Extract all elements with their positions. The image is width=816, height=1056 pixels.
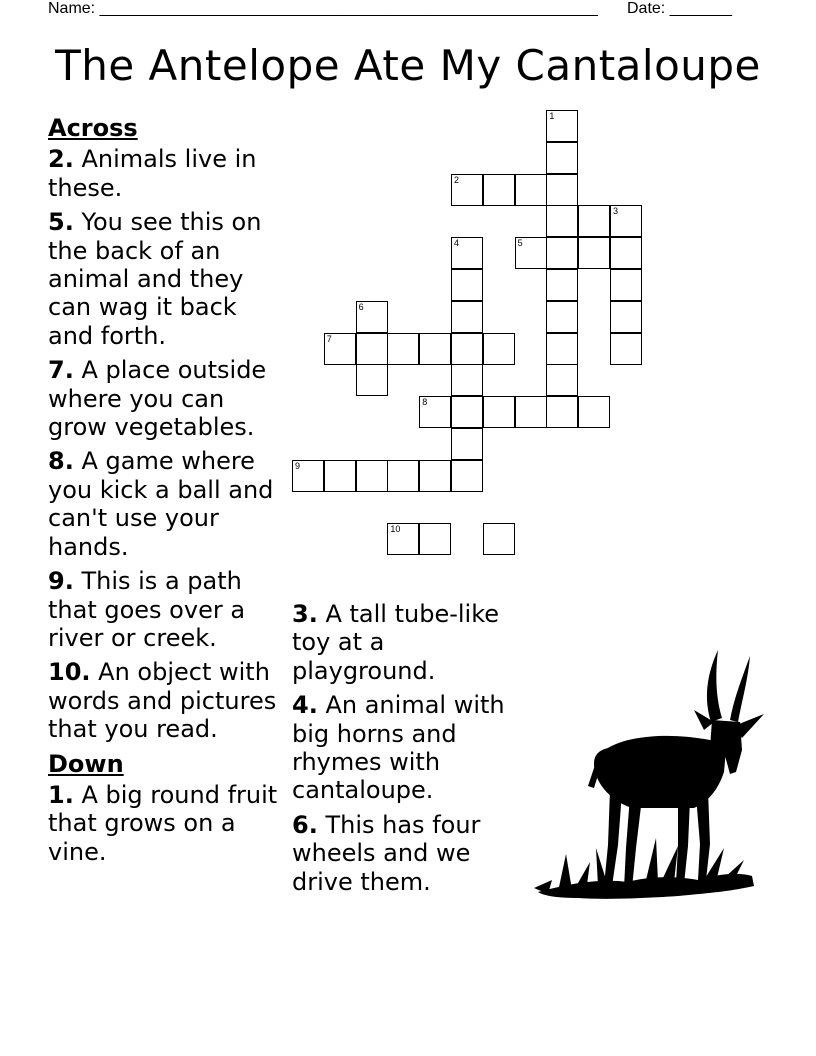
grid-cell[interactable] bbox=[578, 205, 610, 237]
clue-number: 9. bbox=[48, 567, 74, 596]
grid-cell[interactable] bbox=[546, 269, 578, 301]
grid-cell-9[interactable] bbox=[292, 460, 324, 492]
clue-column-right bbox=[292, 600, 528, 902]
clue-across-8 bbox=[48, 447, 284, 561]
grid-cell[interactable] bbox=[419, 523, 451, 555]
grid-cell-6[interactable] bbox=[356, 301, 388, 333]
grid-cell-2[interactable] bbox=[451, 174, 483, 206]
clue-across-5 bbox=[48, 208, 284, 350]
clue-text: You see this on the back of an animal and they can wag it back and forth. bbox=[48, 208, 262, 350]
grid-cell[interactable] bbox=[451, 428, 483, 460]
grid-cell[interactable] bbox=[546, 237, 578, 269]
grid-cell[interactable] bbox=[578, 237, 610, 269]
grid-cell[interactable] bbox=[610, 237, 642, 269]
cell-number: 4 bbox=[454, 238, 460, 249]
grid-cell[interactable] bbox=[451, 364, 483, 396]
grid-cell[interactable] bbox=[387, 333, 419, 365]
down-heading: Down bbox=[48, 749, 124, 778]
clue-number: 7. bbox=[48, 356, 74, 385]
cell-number: 5 bbox=[517, 238, 523, 249]
clue-text: An animal with big horns and rhymes with cantaloupe. bbox=[292, 691, 505, 805]
grid-cell[interactable] bbox=[451, 460, 483, 492]
clue-text: A game where you kick a ball and can't use your hands. bbox=[48, 447, 274, 561]
name-line[interactable]: Name: ________________________________________________________ bbox=[48, 0, 598, 17]
clue-text: A place outside where you can grow vegetables. bbox=[48, 356, 267, 442]
cell-number: 2 bbox=[454, 174, 460, 185]
clue-text: A tall tube-like toy at a playground. bbox=[292, 600, 500, 685]
cell-number: 3 bbox=[613, 206, 619, 217]
clue-text: Animals live in these. bbox=[48, 145, 257, 202]
grid-cell[interactable] bbox=[578, 396, 610, 428]
cell-number: 8 bbox=[422, 397, 428, 408]
clue-text: A big round fruit that grows on a vine. bbox=[48, 780, 278, 866]
clue-number: 1. bbox=[48, 780, 74, 809]
grid-cell-10[interactable] bbox=[387, 523, 419, 555]
grid-cell[interactable] bbox=[610, 301, 642, 333]
grid-cell-7[interactable] bbox=[324, 333, 356, 365]
grid-cell[interactable] bbox=[546, 364, 578, 396]
grid-cell-8[interactable] bbox=[419, 396, 451, 428]
clue-number: 3. bbox=[292, 600, 318, 628]
grid-cell[interactable] bbox=[356, 333, 388, 365]
grid-cell[interactable] bbox=[419, 333, 451, 365]
grid-cell[interactable] bbox=[451, 301, 483, 333]
antelope-silhouette-icon bbox=[528, 640, 778, 910]
grid-cell[interactable] bbox=[451, 333, 483, 365]
grid-cell-3[interactable] bbox=[610, 205, 642, 237]
grid-cell-1[interactable] bbox=[546, 110, 578, 142]
clue-down-4 bbox=[292, 691, 528, 805]
grid-cell[interactable] bbox=[610, 269, 642, 301]
grid-cell-5[interactable] bbox=[515, 237, 547, 269]
grid-cell[interactable] bbox=[546, 333, 578, 365]
across-heading: Across bbox=[48, 114, 138, 142]
clue-down-6 bbox=[292, 811, 528, 896]
clue-number: 10. bbox=[48, 658, 91, 687]
cell-number: 7 bbox=[326, 333, 332, 344]
grid-cell[interactable] bbox=[546, 142, 578, 174]
clue-text: This is a path that goes over a river or creek. bbox=[48, 567, 246, 652]
grid-cell[interactable] bbox=[451, 396, 483, 428]
grid-cell[interactable] bbox=[483, 333, 515, 365]
page-title: The Antelope Ate My Cantaloupe bbox=[55, 41, 761, 90]
grid-cell[interactable] bbox=[546, 174, 578, 206]
clue-across-10 bbox=[48, 658, 284, 743]
clue-text: An object with words and pictures that you read. bbox=[48, 658, 277, 744]
cell-number: 10 bbox=[390, 524, 401, 535]
grid-cell[interactable] bbox=[483, 174, 515, 206]
grid-cell[interactable] bbox=[483, 523, 515, 555]
date-line[interactable]: Date: _______ bbox=[627, 0, 732, 17]
clue-number: 5. bbox=[48, 208, 74, 237]
grid-cell[interactable] bbox=[546, 396, 578, 428]
cell-number: 1 bbox=[549, 111, 555, 121]
grid-cell[interactable] bbox=[610, 333, 642, 365]
clue-across-9 bbox=[48, 567, 284, 652]
cell-number: 9 bbox=[295, 460, 301, 471]
grid-cell[interactable] bbox=[419, 460, 451, 492]
clue-down-3 bbox=[292, 600, 528, 685]
clue-number: 2. bbox=[48, 145, 74, 174]
clue-across-7 bbox=[48, 356, 284, 441]
grid-cell[interactable] bbox=[387, 460, 419, 492]
grid-cell[interactable] bbox=[515, 396, 547, 428]
clue-across-2 bbox=[48, 145, 284, 202]
grid-cell-4[interactable] bbox=[451, 237, 483, 269]
grid-cell[interactable] bbox=[356, 460, 388, 492]
grid-cell[interactable] bbox=[515, 174, 547, 206]
grid-cell[interactable] bbox=[356, 364, 388, 396]
clue-number: 4. bbox=[292, 691, 318, 720]
grid-cell[interactable] bbox=[546, 205, 578, 237]
grid-cell[interactable] bbox=[546, 301, 578, 333]
grid-cell[interactable] bbox=[324, 460, 356, 492]
clue-text: This has four wheels and we drive them. bbox=[292, 810, 481, 896]
clue-number: 6. bbox=[292, 810, 318, 839]
clue-number: 8. bbox=[48, 447, 74, 476]
cell-number: 6 bbox=[358, 301, 364, 312]
clue-column-left bbox=[48, 114, 284, 872]
grid-cell[interactable] bbox=[483, 396, 515, 428]
grid-cell[interactable] bbox=[451, 269, 483, 301]
clue-down-1 bbox=[48, 781, 284, 866]
